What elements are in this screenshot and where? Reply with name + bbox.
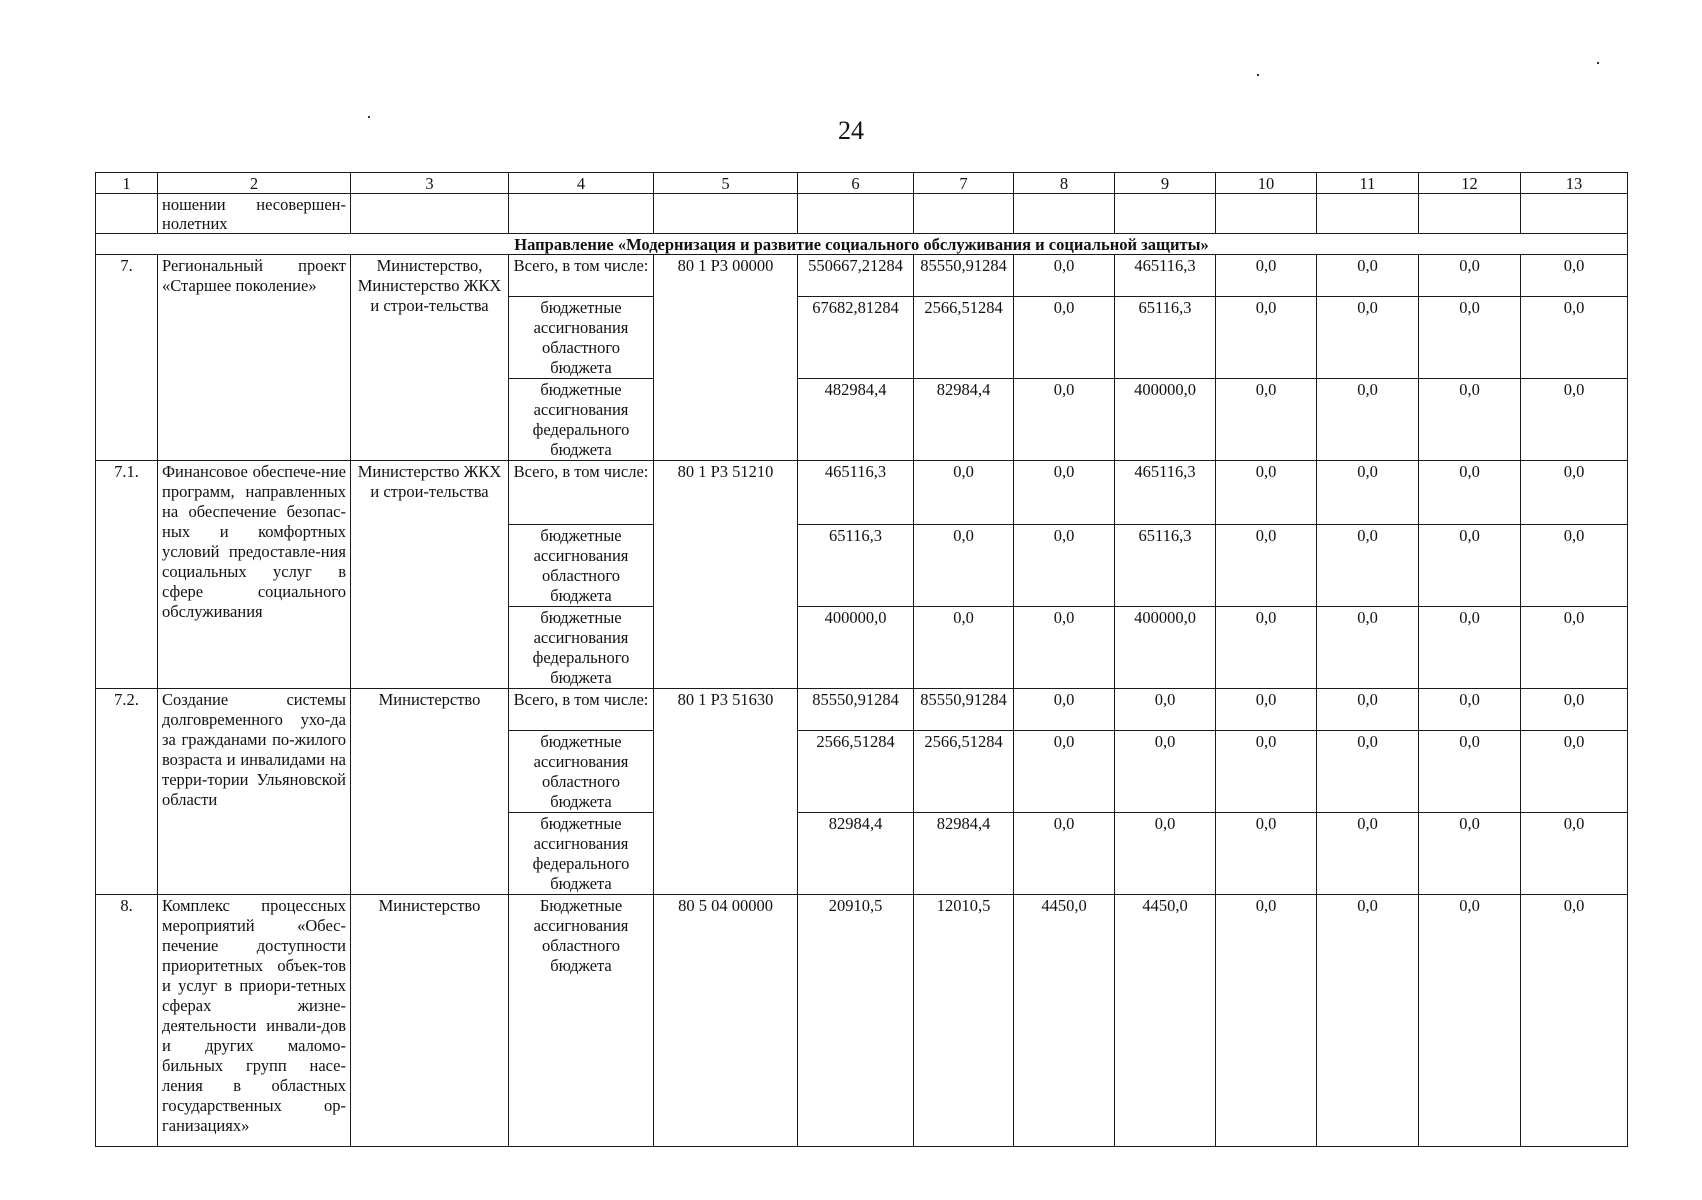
value-cell: 0,0 [1216, 813, 1317, 895]
value-cell: 0,0 [1317, 255, 1419, 297]
value-cell: 82984,4 [798, 813, 914, 895]
row-executor: Министерство [351, 689, 509, 895]
value-cell: 0,0 [1419, 525, 1521, 607]
page-number: 24 [838, 116, 864, 145]
column-header: 4 [509, 173, 654, 194]
value-cell: 0,0 [1216, 525, 1317, 607]
empty-cell [1419, 194, 1521, 234]
value-cell: 0,0 [1521, 525, 1628, 607]
value-cell: 0,0 [1216, 607, 1317, 689]
empty-cell [798, 194, 914, 234]
value-cell: 0,0 [1115, 731, 1216, 813]
column-header: 8 [1014, 173, 1115, 194]
value-cell: 465116,3 [798, 461, 914, 525]
value-cell: 0,0 [1521, 297, 1628, 379]
value-cell: 20910,5 [798, 895, 914, 1147]
row-number-cell [96, 194, 158, 234]
value-cell: 0,0 [1419, 461, 1521, 525]
value-cell: 4450,0 [1115, 895, 1216, 1147]
row-name: Комплекс процессных мероприятий «Обес-печение доступности приоритетных объек-тов и услуг в приори-тетных сферах жизне-деятельности инвали-дов и других маломо-бильных групп насе-ления в областных государственных ор-ганизациях» [158, 895, 351, 1147]
empty-cell [1014, 194, 1115, 234]
value-cell: 82984,4 [914, 813, 1014, 895]
funding-source: бюджетные ассигнования федерального бюджета [509, 379, 654, 461]
value-cell: 0,0 [1419, 689, 1521, 731]
column-header: 13 [1521, 173, 1628, 194]
continuation-row [96, 194, 1628, 234]
value-cell: 0,0 [1014, 731, 1115, 813]
value-cell: 0,0 [1419, 255, 1521, 297]
value-cell: 0,0 [914, 461, 1014, 525]
value-cell: 0,0 [1216, 461, 1317, 525]
value-cell: 82984,4 [914, 379, 1014, 461]
column-header: 5 [654, 173, 798, 194]
table-row [96, 895, 1628, 1147]
column-header: 9 [1115, 173, 1216, 194]
value-cell: 0,0 [1216, 731, 1317, 813]
value-cell: 85550,91284 [798, 689, 914, 731]
column-number-row [96, 173, 1628, 194]
funding-source: Всего, в том числе: [509, 689, 654, 731]
value-cell: 0,0 [1419, 297, 1521, 379]
value-cell: 465116,3 [1115, 255, 1216, 297]
budget-code: 80 1 Р3 00000 [654, 255, 798, 461]
empty-cell [654, 194, 798, 234]
value-cell: 0,0 [1115, 689, 1216, 731]
value-cell: 2566,51284 [914, 731, 1014, 813]
row-executor: Министерство [351, 895, 509, 1147]
value-cell: 0,0 [1419, 379, 1521, 461]
value-cell: 65116,3 [798, 525, 914, 607]
value-cell: 0,0 [1317, 525, 1419, 607]
value-cell: 0,0 [1216, 895, 1317, 1147]
row-executor: Министерство, Министерство ЖКХ и строи-тельства [351, 255, 509, 461]
value-cell: 0,0 [1317, 895, 1419, 1147]
empty-cell [1521, 194, 1628, 234]
column-header: 7 [914, 173, 1014, 194]
empty-cell [1317, 194, 1419, 234]
value-cell: 400000,0 [1115, 379, 1216, 461]
column-header: 3 [351, 173, 509, 194]
value-cell: 0,0 [1419, 731, 1521, 813]
value-cell: 65116,3 [1115, 297, 1216, 379]
row-number: 8. [96, 895, 158, 1147]
value-cell: 0,0 [914, 607, 1014, 689]
value-cell: 0,0 [1521, 895, 1628, 1147]
funding-source: бюджетные ассигнования областного бюджета [509, 525, 654, 607]
empty-cell [351, 194, 509, 234]
row-number: 7.1. [96, 461, 158, 689]
value-cell: 550667,21284 [798, 255, 914, 297]
budget-code: 80 1 Р3 51210 [654, 461, 798, 689]
value-cell: 0,0 [1014, 461, 1115, 525]
value-cell: 0,0 [1521, 731, 1628, 813]
section-row [96, 234, 1628, 255]
value-cell: 0,0 [914, 525, 1014, 607]
row-number: 7. [96, 255, 158, 461]
table-row [96, 461, 1628, 525]
value-cell: 67682,81284 [798, 297, 914, 379]
value-cell: 0,0 [1521, 461, 1628, 525]
value-cell: 0,0 [1115, 813, 1216, 895]
column-header: 12 [1419, 173, 1521, 194]
value-cell: 400000,0 [798, 607, 914, 689]
table-data-body [96, 255, 1628, 1147]
funding-source: Бюджетные ассигнования областного бюджета [509, 895, 654, 1147]
budget-code: 80 1 Р3 51630 [654, 689, 798, 895]
funding-source: бюджетные ассигнования федерального бюджета [509, 813, 654, 895]
value-cell: 85550,91284 [914, 689, 1014, 731]
empty-cell [509, 194, 654, 234]
row-name: Финансовое обеспече-ние программ, направленных на обеспечение безопас-ных и комфортных условий предоставле-ния социальных услуг в сфере социального обслуживания [158, 461, 351, 689]
value-cell: 0,0 [1521, 689, 1628, 731]
value-cell: 0,0 [1014, 813, 1115, 895]
scan-speck [368, 116, 370, 118]
value-cell: 65116,3 [1115, 525, 1216, 607]
value-cell: 2566,51284 [798, 731, 914, 813]
value-cell: 0,0 [1317, 461, 1419, 525]
scan-speck [1597, 62, 1599, 64]
value-cell: 0,0 [1521, 813, 1628, 895]
column-header: 6 [798, 173, 914, 194]
table-row [96, 689, 1628, 731]
row-name: Региональный проект «Старшее поколение» [158, 255, 351, 461]
value-cell: 0,0 [1216, 689, 1317, 731]
value-cell: 12010,5 [914, 895, 1014, 1147]
row-number: 7.2. [96, 689, 158, 895]
value-cell: 0,0 [1216, 255, 1317, 297]
table-row [96, 255, 1628, 297]
value-cell: 400000,0 [1115, 607, 1216, 689]
value-cell: 0,0 [1014, 525, 1115, 607]
value-cell: 0,0 [1014, 297, 1115, 379]
value-cell: 0,0 [1521, 255, 1628, 297]
column-header: 10 [1216, 173, 1317, 194]
value-cell: 0,0 [1419, 813, 1521, 895]
funding-source: Всего, в том числе: [509, 255, 654, 297]
empty-cell [914, 194, 1014, 234]
value-cell: 0,0 [1014, 689, 1115, 731]
column-header: 11 [1317, 173, 1419, 194]
value-cell: 0,0 [1014, 379, 1115, 461]
value-cell: 0,0 [1014, 607, 1115, 689]
value-cell: 85550,91284 [914, 255, 1014, 297]
budget-code: 80 5 04 00000 [654, 895, 798, 1147]
value-cell: 0,0 [1216, 297, 1317, 379]
funding-source: Всего, в том числе: [509, 461, 654, 525]
continuation-name: ношении несовершен-нолетних [158, 194, 351, 234]
funding-source: бюджетные ассигнования областного бюджета [509, 297, 654, 379]
value-cell: 0,0 [1014, 255, 1115, 297]
value-cell: 0,0 [1521, 379, 1628, 461]
value-cell: 0,0 [1216, 379, 1317, 461]
scan-speck [1257, 74, 1259, 76]
value-cell: 0,0 [1317, 813, 1419, 895]
value-cell: 0,0 [1419, 607, 1521, 689]
value-cell: 465116,3 [1115, 461, 1216, 525]
value-cell: 4450,0 [1014, 895, 1115, 1147]
budget-table [95, 172, 1628, 1147]
value-cell: 0,0 [1317, 379, 1419, 461]
column-header: 1 [96, 173, 158, 194]
empty-cell [1216, 194, 1317, 234]
value-cell: 0,0 [1521, 607, 1628, 689]
row-name: Создание системы долговременного ухо-да за гражданами по-жилого возраста и инвалидами на терри-тории Ульяновской области [158, 689, 351, 895]
value-cell: 0,0 [1317, 731, 1419, 813]
funding-source: бюджетные ассигнования областного бюджета [509, 731, 654, 813]
column-header: 2 [158, 173, 351, 194]
value-cell: 482984,4 [798, 379, 914, 461]
funding-source: бюджетные ассигнования федерального бюджета [509, 607, 654, 689]
value-cell: 0,0 [1419, 895, 1521, 1147]
value-cell: 0,0 [1317, 297, 1419, 379]
value-cell: 0,0 [1317, 689, 1419, 731]
section-title: Направление «Модернизация и развитие социального обслуживания и социальной защиты» [96, 234, 1628, 255]
value-cell: 2566,51284 [914, 297, 1014, 379]
value-cell: 0,0 [1317, 607, 1419, 689]
row-executor: Министерство ЖКХ и строи-тельства [351, 461, 509, 689]
empty-cell [1115, 194, 1216, 234]
